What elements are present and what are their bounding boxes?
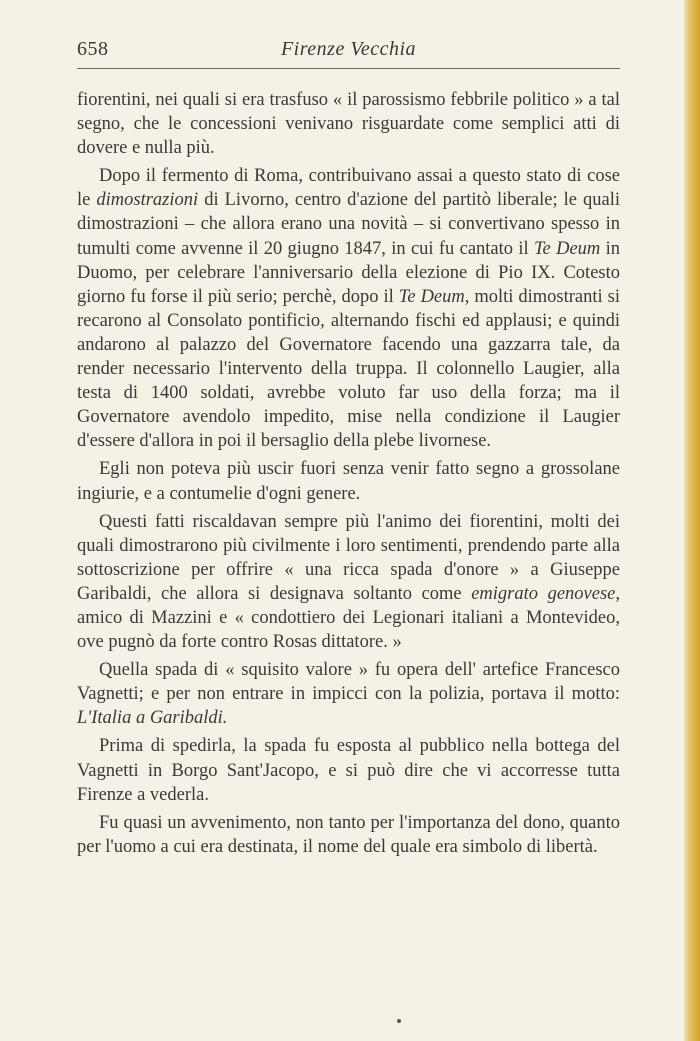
text-run: Fu quasi un avvenimento, non tanto per l'importanza del dono, quanto per l'uomo a cui era destinata, il nome del quale era simbolo di libertà. (77, 812, 620, 857)
text-run: in Duomo, per celebrare l'anniversario della elezione di Pio IX. Cotesto giorno fu forse il più serio; perchè, dopo il (77, 238, 620, 307)
text-run: fiorentini, nei quali si era trasfuso « il parossismo febbrile politico » a tal segno, che le concessioni venivano risguardate come semplici atti di dovere e nulla più. (77, 90, 620, 159)
italic-text: L'Italia a Garibaldi. (77, 708, 228, 729)
text-run: Questi fatti riscaldavan sempre più l'animo dei fiorentini, molti dei quali dimostrarono più civilmente i loro sentimenti, prendendo parte alla sottoscrizione per offrire « una ricca spada d'onore » a Giuseppe Garibaldi, che allora si designava soltanto come (77, 511, 620, 604)
text-run: di Livorno, centro d'azione del partitò liberale; le quali dimostrazioni – che allora erano una novità – si convertivano spesso in tumulti come avvenne il 20 giugno 1847, in cui fu cantato il (77, 190, 620, 259)
text-run: Quella spada di « squisito valore » fu opera dell' artefice Francesco Vagnetti; e per non entrare in impicci con la polizia, portava il motto: (77, 660, 620, 705)
text-run: amico di Mazzini e « condottiero dei Legionari italiani a Montevideo, ove pugnò da forte contro Rosas dittatore. » (77, 607, 620, 653)
text-run: Prima di spedirla, la spada fu esposta al pubblico nella bottega del Vagnetti in Borgo Sant'Jacopo, e si può dire che vi accorresse tutta Firenze a vederla. (77, 736, 620, 805)
running-title: Firenze Vecchia (280, 38, 417, 60)
text-run: molti dimostranti si recarono al Consolato pontificio, alternando fischi ed applausi; e quindi andarono al palazzo del Governatore facendo una gazzarra tale, da render necessario l'intervento della truppa. Il colonnello Laugier, alla testa di 1400 soldati, avrebbe voluto far uso della forza; ma il Governatore avendolo impedito, mise nella condizione il Laugier d'essere d'allora in poi il bersaglio della plebe livornese. (77, 286, 620, 452)
paragraph (77, 164, 620, 453)
header-rule (77, 68, 620, 69)
paragraph (77, 734, 620, 806)
paragraph (77, 88, 620, 160)
paragraph (77, 510, 620, 655)
page-edge (684, 0, 700, 1041)
body-text (77, 88, 620, 863)
paragraph (77, 457, 620, 505)
italic-text: Te Deum (533, 238, 601, 259)
footer-mark (397, 1019, 401, 1023)
italic-text: Te Deum, (398, 286, 470, 307)
paragraph (77, 811, 620, 859)
italic-text: emigrato genovese, (471, 583, 620, 604)
text-run: Egli non poteva più uscir fuori senza venir fatto segno a grossolane ingiurie, e a contumelie d'ogni genere. (77, 459, 620, 504)
page-header (77, 36, 620, 64)
paragraph (77, 658, 620, 730)
italic-text: dimostrazioni (96, 190, 199, 211)
page-number: 658 (77, 38, 109, 60)
text-run: Dopo il fermento di Roma, contribuivano assai a questo stato di cose le (77, 166, 620, 211)
